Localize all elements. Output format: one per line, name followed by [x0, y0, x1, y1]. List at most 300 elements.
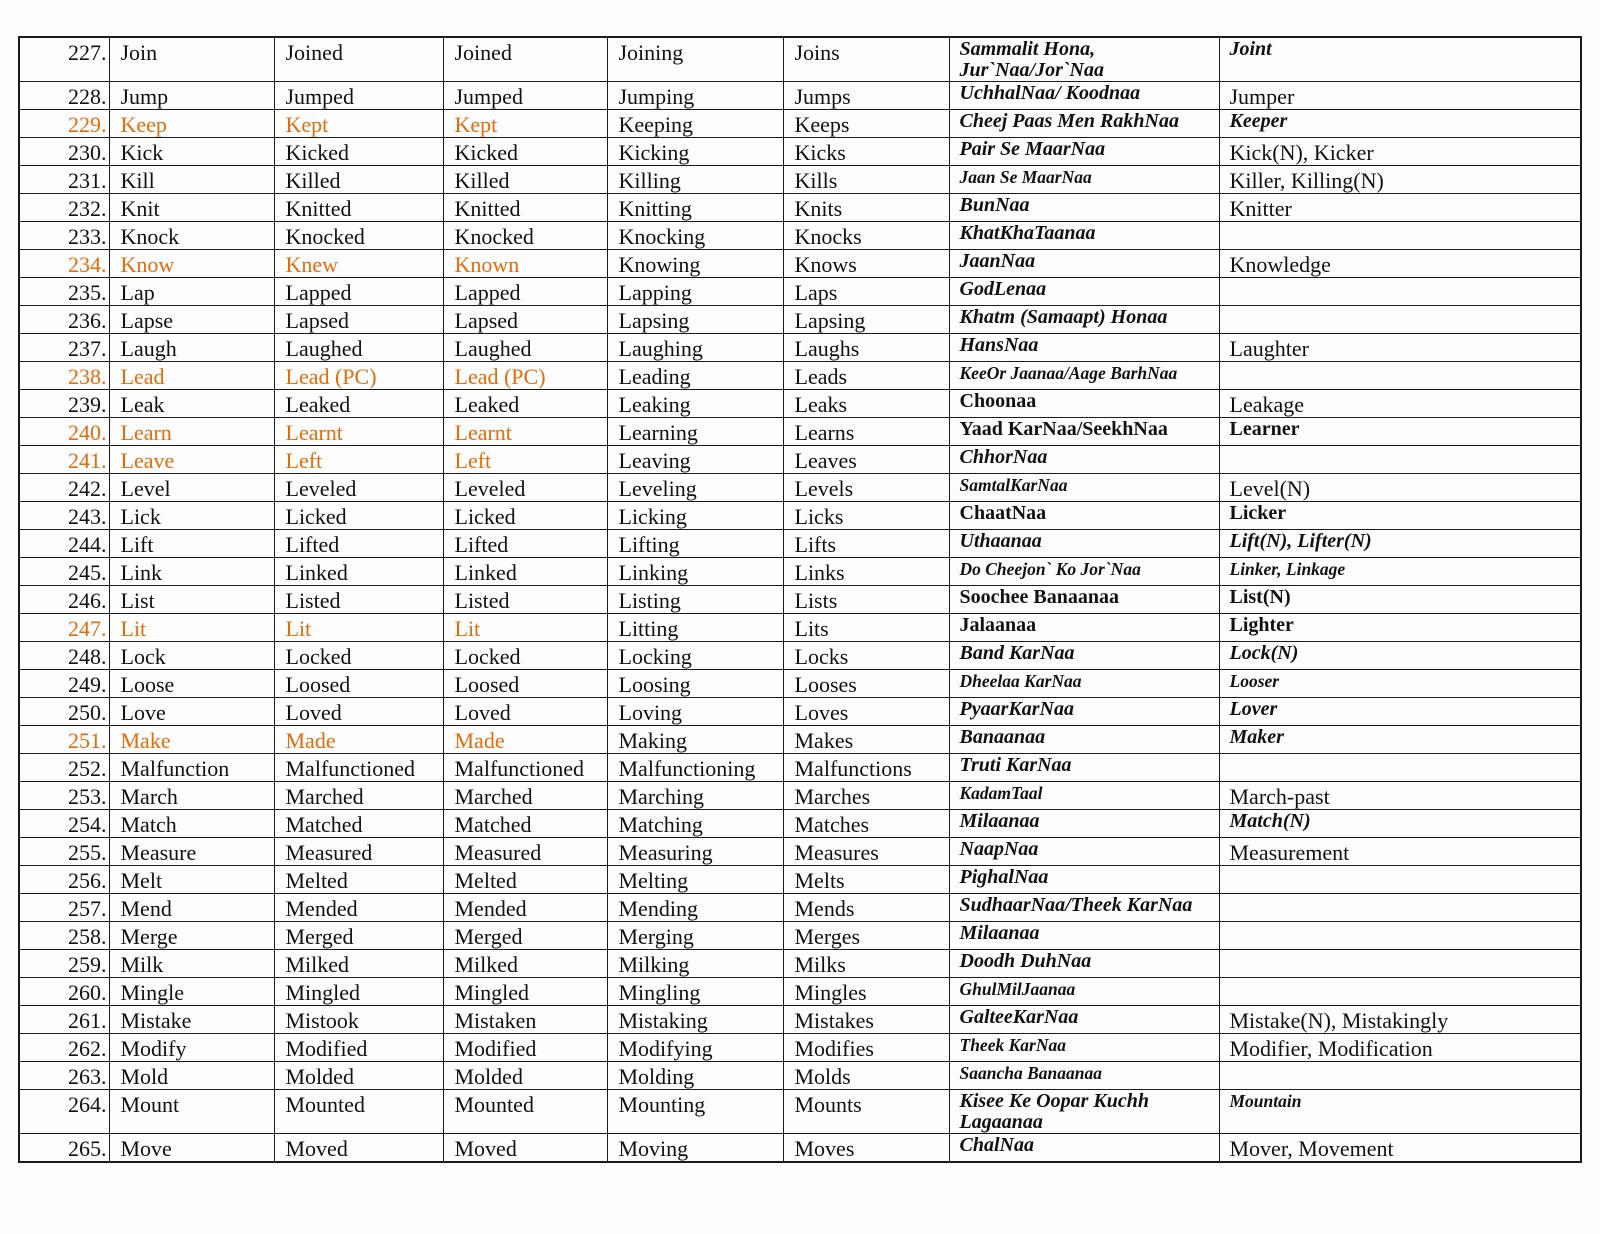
- table-row: [19, 530, 1581, 558]
- noun-form-cell: Lighter: [1219, 614, 1581, 642]
- row-number-cell: 244.: [19, 530, 109, 558]
- row-number-cell: 228.: [19, 82, 109, 110]
- present-participle-cell: Lapping: [607, 278, 783, 306]
- present-participle-cell: Linking: [607, 558, 783, 586]
- row-number-cell: 255.: [19, 838, 109, 866]
- third-person-form-cell: Lits: [783, 614, 949, 642]
- base-form-cell: Lead: [109, 362, 274, 390]
- past-tense-cell: Leaked: [274, 390, 443, 418]
- third-person-form-cell: Matches: [783, 810, 949, 838]
- third-person-form-cell: Loves: [783, 698, 949, 726]
- hindi-meaning-cell: Uthaanaa: [949, 530, 1219, 558]
- table-row: [19, 922, 1581, 950]
- third-person-form-cell: Milks: [783, 950, 949, 978]
- past-tense-cell: Melted: [274, 866, 443, 894]
- base-form-cell: Lit: [109, 614, 274, 642]
- hindi-meaning-cell: KhatKhaTaanaa: [949, 222, 1219, 250]
- present-participle-cell: Leveling: [607, 474, 783, 502]
- noun-form-cell: Leakage: [1219, 390, 1581, 418]
- hindi-meaning-cell: PighalNaa: [949, 866, 1219, 894]
- past-participle-cell: Marched: [443, 782, 607, 810]
- third-person-form-cell: Looses: [783, 670, 949, 698]
- past-participle-cell: Learnt: [443, 418, 607, 446]
- table-row: [19, 110, 1581, 138]
- third-person-form-cell: Locks: [783, 642, 949, 670]
- third-person-form-cell: Molds: [783, 1062, 949, 1090]
- base-form-cell: Knock: [109, 222, 274, 250]
- past-tense-cell: Milked: [274, 950, 443, 978]
- hindi-meaning-cell: HansNaa: [949, 334, 1219, 362]
- third-person-form-cell: Lifts: [783, 530, 949, 558]
- hindi-meaning-cell: Cheej Paas Men RakhNaa: [949, 110, 1219, 138]
- past-participle-cell: Mended: [443, 894, 607, 922]
- hindi-meaning-cell: Banaanaa: [949, 726, 1219, 754]
- past-participle-cell: Molded: [443, 1062, 607, 1090]
- past-tense-cell: Jumped: [274, 82, 443, 110]
- noun-form-cell: Lover: [1219, 698, 1581, 726]
- past-participle-cell: Kicked: [443, 138, 607, 166]
- hindi-meaning-cell: Milaanaa: [949, 810, 1219, 838]
- past-tense-cell: Lead (PC): [274, 362, 443, 390]
- base-form-cell: Measure: [109, 838, 274, 866]
- present-participle-cell: Milking: [607, 950, 783, 978]
- past-participle-cell: Listed: [443, 586, 607, 614]
- hindi-meaning-cell: Kisee Ke Oopar Kuchh Lagaanaa: [949, 1090, 1219, 1134]
- past-tense-cell: Loosed: [274, 670, 443, 698]
- hindi-meaning-cell: Choonaa: [949, 390, 1219, 418]
- noun-form-cell: [1219, 446, 1581, 474]
- present-participle-cell: Joining: [607, 37, 783, 82]
- hindi-meaning-cell: PyaarKarNaa: [949, 698, 1219, 726]
- row-number-cell: 237.: [19, 334, 109, 362]
- noun-form-cell: March-past: [1219, 782, 1581, 810]
- noun-form-cell: Linker, Linkage: [1219, 558, 1581, 586]
- past-tense-cell: Matched: [274, 810, 443, 838]
- base-form-cell: Keep: [109, 110, 274, 138]
- hindi-meaning-cell: Jalaanaa: [949, 614, 1219, 642]
- present-participle-cell: Loosing: [607, 670, 783, 698]
- base-form-cell: Mingle: [109, 978, 274, 1006]
- noun-form-cell: List(N): [1219, 586, 1581, 614]
- row-number-cell: 245.: [19, 558, 109, 586]
- noun-form-cell: Kick(N), Kicker: [1219, 138, 1581, 166]
- table-row: [19, 1134, 1581, 1163]
- past-tense-cell: Malfunctioned: [274, 754, 443, 782]
- noun-form-cell: Keeper: [1219, 110, 1581, 138]
- present-participle-cell: Knowing: [607, 250, 783, 278]
- present-participle-cell: Leading: [607, 362, 783, 390]
- table-row: [19, 278, 1581, 306]
- past-participle-cell: Licked: [443, 502, 607, 530]
- present-participle-cell: Loving: [607, 698, 783, 726]
- noun-form-cell: [1219, 222, 1581, 250]
- third-person-form-cell: Knows: [783, 250, 949, 278]
- third-person-form-cell: Mingles: [783, 978, 949, 1006]
- past-participle-cell: Kept: [443, 110, 607, 138]
- third-person-form-cell: Joins: [783, 37, 949, 82]
- present-participle-cell: Knocking: [607, 222, 783, 250]
- row-number-cell: 263.: [19, 1062, 109, 1090]
- past-tense-cell: Merged: [274, 922, 443, 950]
- present-participle-cell: Licking: [607, 502, 783, 530]
- past-participle-cell: Matched: [443, 810, 607, 838]
- present-participle-cell: Moving: [607, 1134, 783, 1163]
- past-participle-cell: Measured: [443, 838, 607, 866]
- row-number-cell: 229.: [19, 110, 109, 138]
- base-form-cell: Lick: [109, 502, 274, 530]
- past-tense-cell: Kicked: [274, 138, 443, 166]
- base-form-cell: Lift: [109, 530, 274, 558]
- present-participle-cell: Keeping: [607, 110, 783, 138]
- hindi-meaning-cell: Khatm (Samaapt) Honaa: [949, 306, 1219, 334]
- hindi-meaning-cell: Doodh DuhNaa: [949, 950, 1219, 978]
- table-row: [19, 978, 1581, 1006]
- base-form-cell: Mistake: [109, 1006, 274, 1034]
- base-form-cell: Jump: [109, 82, 274, 110]
- present-participle-cell: Leaving: [607, 446, 783, 474]
- hindi-meaning-cell: ChhorNaa: [949, 446, 1219, 474]
- past-tense-cell: Moved: [274, 1134, 443, 1163]
- base-form-cell: Mold: [109, 1062, 274, 1090]
- row-number-cell: 259.: [19, 950, 109, 978]
- base-form-cell: Join: [109, 37, 274, 82]
- verb-forms-table: [18, 36, 1582, 1163]
- past-tense-cell: Mended: [274, 894, 443, 922]
- past-participle-cell: Malfunctioned: [443, 754, 607, 782]
- hindi-meaning-cell: Dheelaa KarNaa: [949, 670, 1219, 698]
- third-person-form-cell: Kills: [783, 166, 949, 194]
- base-form-cell: Leave: [109, 446, 274, 474]
- table-row: [19, 558, 1581, 586]
- third-person-form-cell: Learns: [783, 418, 949, 446]
- present-participle-cell: Marching: [607, 782, 783, 810]
- noun-form-cell: [1219, 922, 1581, 950]
- present-participle-cell: Mistaking: [607, 1006, 783, 1034]
- past-participle-cell: Mistaken: [443, 1006, 607, 1034]
- past-tense-cell: Left: [274, 446, 443, 474]
- past-tense-cell: Laughed: [274, 334, 443, 362]
- hindi-meaning-cell: Sammalit Hona, Jur`Naa/Jor`Naa: [949, 37, 1219, 82]
- present-participle-cell: Kicking: [607, 138, 783, 166]
- past-participle-cell: Moved: [443, 1134, 607, 1163]
- past-tense-cell: Mistook: [274, 1006, 443, 1034]
- table-row: [19, 37, 1581, 82]
- past-tense-cell: Killed: [274, 166, 443, 194]
- table-row: [19, 838, 1581, 866]
- third-person-form-cell: Leads: [783, 362, 949, 390]
- present-participle-cell: Killing: [607, 166, 783, 194]
- past-tense-cell: Kept: [274, 110, 443, 138]
- hindi-meaning-cell: Milaanaa: [949, 922, 1219, 950]
- base-form-cell: Merge: [109, 922, 274, 950]
- noun-form-cell: [1219, 306, 1581, 334]
- row-number-cell: 249.: [19, 670, 109, 698]
- base-form-cell: Malfunction: [109, 754, 274, 782]
- row-number-cell: 260.: [19, 978, 109, 1006]
- past-participle-cell: Modified: [443, 1034, 607, 1062]
- past-tense-cell: Learnt: [274, 418, 443, 446]
- row-number-cell: 262.: [19, 1034, 109, 1062]
- hindi-meaning-cell: UchhalNaa/ Koodnaa: [949, 82, 1219, 110]
- table-row: [19, 306, 1581, 334]
- table-row: [19, 138, 1581, 166]
- base-form-cell: Love: [109, 698, 274, 726]
- past-participle-cell: Loved: [443, 698, 607, 726]
- present-participle-cell: Listing: [607, 586, 783, 614]
- table-row: [19, 250, 1581, 278]
- past-participle-cell: Joined: [443, 37, 607, 82]
- noun-form-cell: [1219, 894, 1581, 922]
- table-row: [19, 502, 1581, 530]
- base-form-cell: Kill: [109, 166, 274, 194]
- table-row: [19, 1006, 1581, 1034]
- row-number-cell: 232.: [19, 194, 109, 222]
- third-person-form-cell: Merges: [783, 922, 949, 950]
- row-number-cell: 257.: [19, 894, 109, 922]
- hindi-meaning-cell: NaapNaa: [949, 838, 1219, 866]
- hindi-meaning-cell: GodLenaa: [949, 278, 1219, 306]
- row-number-cell: 235.: [19, 278, 109, 306]
- hindi-meaning-cell: JaanNaa: [949, 250, 1219, 278]
- past-participle-cell: Killed: [443, 166, 607, 194]
- hindi-meaning-cell: Pair Se MaarNaa: [949, 138, 1219, 166]
- present-participle-cell: Lifting: [607, 530, 783, 558]
- present-participle-cell: Molding: [607, 1062, 783, 1090]
- past-participle-cell: Made: [443, 726, 607, 754]
- base-form-cell: Match: [109, 810, 274, 838]
- present-participle-cell: Matching: [607, 810, 783, 838]
- table-row: [19, 222, 1581, 250]
- base-form-cell: Loose: [109, 670, 274, 698]
- table-row: [19, 866, 1581, 894]
- past-participle-cell: Linked: [443, 558, 607, 586]
- past-participle-cell: Knitted: [443, 194, 607, 222]
- past-participle-cell: Milked: [443, 950, 607, 978]
- row-number-cell: 240.: [19, 418, 109, 446]
- verb-table-body: [19, 37, 1581, 1162]
- table-row: [19, 390, 1581, 418]
- base-form-cell: Mount: [109, 1090, 274, 1134]
- present-participle-cell: Knitting: [607, 194, 783, 222]
- base-form-cell: Lap: [109, 278, 274, 306]
- past-tense-cell: Knocked: [274, 222, 443, 250]
- row-number-cell: 254.: [19, 810, 109, 838]
- present-participle-cell: Laughing: [607, 334, 783, 362]
- hindi-meaning-cell: Soochee Banaanaa: [949, 586, 1219, 614]
- hindi-meaning-cell: GalteeKarNaa: [949, 1006, 1219, 1034]
- past-tense-cell: Lifted: [274, 530, 443, 558]
- past-participle-cell: Locked: [443, 642, 607, 670]
- base-form-cell: Milk: [109, 950, 274, 978]
- noun-form-cell: Laughter: [1219, 334, 1581, 362]
- base-form-cell: Mend: [109, 894, 274, 922]
- third-person-form-cell: Lists: [783, 586, 949, 614]
- base-form-cell: Lock: [109, 642, 274, 670]
- past-tense-cell: Knew: [274, 250, 443, 278]
- base-form-cell: Laugh: [109, 334, 274, 362]
- table-row: [19, 726, 1581, 754]
- base-form-cell: Lapse: [109, 306, 274, 334]
- table-row: [19, 446, 1581, 474]
- base-form-cell: Know: [109, 250, 274, 278]
- table-row: [19, 894, 1581, 922]
- noun-form-cell: Modifier, Modification: [1219, 1034, 1581, 1062]
- past-tense-cell: Molded: [274, 1062, 443, 1090]
- past-tense-cell: Knitted: [274, 194, 443, 222]
- table-row: [19, 1062, 1581, 1090]
- past-participle-cell: Merged: [443, 922, 607, 950]
- past-tense-cell: Licked: [274, 502, 443, 530]
- present-participle-cell: Lapsing: [607, 306, 783, 334]
- present-participle-cell: Modifying: [607, 1034, 783, 1062]
- present-participle-cell: Mounting: [607, 1090, 783, 1134]
- present-participle-cell: Malfunctioning: [607, 754, 783, 782]
- noun-form-cell: Joint: [1219, 37, 1581, 82]
- noun-form-cell: [1219, 978, 1581, 1006]
- noun-form-cell: Knowledge: [1219, 250, 1581, 278]
- past-participle-cell: Lit: [443, 614, 607, 642]
- row-number-cell: 251.: [19, 726, 109, 754]
- row-number-cell: 246.: [19, 586, 109, 614]
- present-participle-cell: Litting: [607, 614, 783, 642]
- noun-form-cell: Looser: [1219, 670, 1581, 698]
- hindi-meaning-cell: Jaan Se MaarNaa: [949, 166, 1219, 194]
- hindi-meaning-cell: GhulMilJaanaa: [949, 978, 1219, 1006]
- past-participle-cell: Jumped: [443, 82, 607, 110]
- row-number-cell: 231.: [19, 166, 109, 194]
- noun-form-cell: [1219, 278, 1581, 306]
- past-tense-cell: Linked: [274, 558, 443, 586]
- row-number-cell: 250.: [19, 698, 109, 726]
- hindi-meaning-cell: Yaad KarNaa/SeekhNaa: [949, 418, 1219, 446]
- hindi-meaning-cell: KeeOr Jaanaa/Aage BarhNaa: [949, 362, 1219, 390]
- third-person-form-cell: Keeps: [783, 110, 949, 138]
- third-person-form-cell: Malfunctions: [783, 754, 949, 782]
- row-number-cell: 234.: [19, 250, 109, 278]
- row-number-cell: 243.: [19, 502, 109, 530]
- table-row: [19, 782, 1581, 810]
- third-person-form-cell: Melts: [783, 866, 949, 894]
- past-participle-cell: Lapsed: [443, 306, 607, 334]
- past-participle-cell: Loosed: [443, 670, 607, 698]
- row-number-cell: 256.: [19, 866, 109, 894]
- row-number-cell: 252.: [19, 754, 109, 782]
- table-row: [19, 698, 1581, 726]
- noun-form-cell: Knitter: [1219, 194, 1581, 222]
- hindi-meaning-cell: Truti KarNaa: [949, 754, 1219, 782]
- present-participle-cell: Jumping: [607, 82, 783, 110]
- noun-form-cell: Maker: [1219, 726, 1581, 754]
- table-row: [19, 474, 1581, 502]
- table-row: [19, 1034, 1581, 1062]
- hindi-meaning-cell: Saancha Banaanaa: [949, 1062, 1219, 1090]
- past-participle-cell: Mounted: [443, 1090, 607, 1134]
- third-person-form-cell: Moves: [783, 1134, 949, 1163]
- table-row: [19, 810, 1581, 838]
- row-number-cell: 239.: [19, 390, 109, 418]
- noun-form-cell: Level(N): [1219, 474, 1581, 502]
- past-tense-cell: Modified: [274, 1034, 443, 1062]
- table-row: [19, 334, 1581, 362]
- table-row: [19, 194, 1581, 222]
- present-participle-cell: Leaking: [607, 390, 783, 418]
- past-participle-cell: Lead (PC): [443, 362, 607, 390]
- noun-form-cell: [1219, 754, 1581, 782]
- past-participle-cell: Leaked: [443, 390, 607, 418]
- row-number-cell: 261.: [19, 1006, 109, 1034]
- hindi-meaning-cell: ChaatNaa: [949, 502, 1219, 530]
- row-number-cell: 238.: [19, 362, 109, 390]
- base-form-cell: Make: [109, 726, 274, 754]
- third-person-form-cell: Jumps: [783, 82, 949, 110]
- past-participle-cell: Leveled: [443, 474, 607, 502]
- third-person-form-cell: Mends: [783, 894, 949, 922]
- past-tense-cell: Leveled: [274, 474, 443, 502]
- past-tense-cell: Lapped: [274, 278, 443, 306]
- hindi-meaning-cell: Theek KarNaa: [949, 1034, 1219, 1062]
- noun-form-cell: [1219, 362, 1581, 390]
- hindi-meaning-cell: BunNaa: [949, 194, 1219, 222]
- past-tense-cell: Lapsed: [274, 306, 443, 334]
- base-form-cell: Move: [109, 1134, 274, 1163]
- noun-form-cell: Licker: [1219, 502, 1581, 530]
- hindi-meaning-cell: Band KarNaa: [949, 642, 1219, 670]
- past-participle-cell: Lapped: [443, 278, 607, 306]
- base-form-cell: Knit: [109, 194, 274, 222]
- past-participle-cell: Laughed: [443, 334, 607, 362]
- base-form-cell: Kick: [109, 138, 274, 166]
- row-number-cell: 227.: [19, 37, 109, 82]
- table-row: [19, 1090, 1581, 1134]
- table-row: [19, 418, 1581, 446]
- noun-form-cell: [1219, 1062, 1581, 1090]
- hindi-meaning-cell: Do Cheejon` Ko Jor`Naa: [949, 558, 1219, 586]
- noun-form-cell: Match(N): [1219, 810, 1581, 838]
- hindi-meaning-cell: SamtalKarNaa: [949, 474, 1219, 502]
- third-person-form-cell: Marches: [783, 782, 949, 810]
- noun-form-cell: [1219, 866, 1581, 894]
- third-person-form-cell: Levels: [783, 474, 949, 502]
- hindi-meaning-cell: SudhaarNaa/Theek KarNaa: [949, 894, 1219, 922]
- row-number-cell: 242.: [19, 474, 109, 502]
- base-form-cell: Melt: [109, 866, 274, 894]
- row-number-cell: 258.: [19, 922, 109, 950]
- third-person-form-cell: Leaks: [783, 390, 949, 418]
- past-tense-cell: Marched: [274, 782, 443, 810]
- third-person-form-cell: Leaves: [783, 446, 949, 474]
- present-participle-cell: Measuring: [607, 838, 783, 866]
- noun-form-cell: Measurement: [1219, 838, 1581, 866]
- third-person-form-cell: Measures: [783, 838, 949, 866]
- base-form-cell: Level: [109, 474, 274, 502]
- past-participle-cell: Lifted: [443, 530, 607, 558]
- noun-form-cell: Lift(N), Lifter(N): [1219, 530, 1581, 558]
- row-number-cell: 264.: [19, 1090, 109, 1134]
- noun-form-cell: Mountain: [1219, 1090, 1581, 1134]
- table-row: [19, 642, 1581, 670]
- table-row: [19, 586, 1581, 614]
- present-participle-cell: Making: [607, 726, 783, 754]
- third-person-form-cell: Modifies: [783, 1034, 949, 1062]
- row-number-cell: 241.: [19, 446, 109, 474]
- past-tense-cell: Locked: [274, 642, 443, 670]
- hindi-meaning-cell: ChalNaa: [949, 1134, 1219, 1163]
- hindi-meaning-cell: KadamTaal: [949, 782, 1219, 810]
- third-person-form-cell: Lapsing: [783, 306, 949, 334]
- present-participle-cell: Locking: [607, 642, 783, 670]
- table-row: [19, 82, 1581, 110]
- past-tense-cell: Mounted: [274, 1090, 443, 1134]
